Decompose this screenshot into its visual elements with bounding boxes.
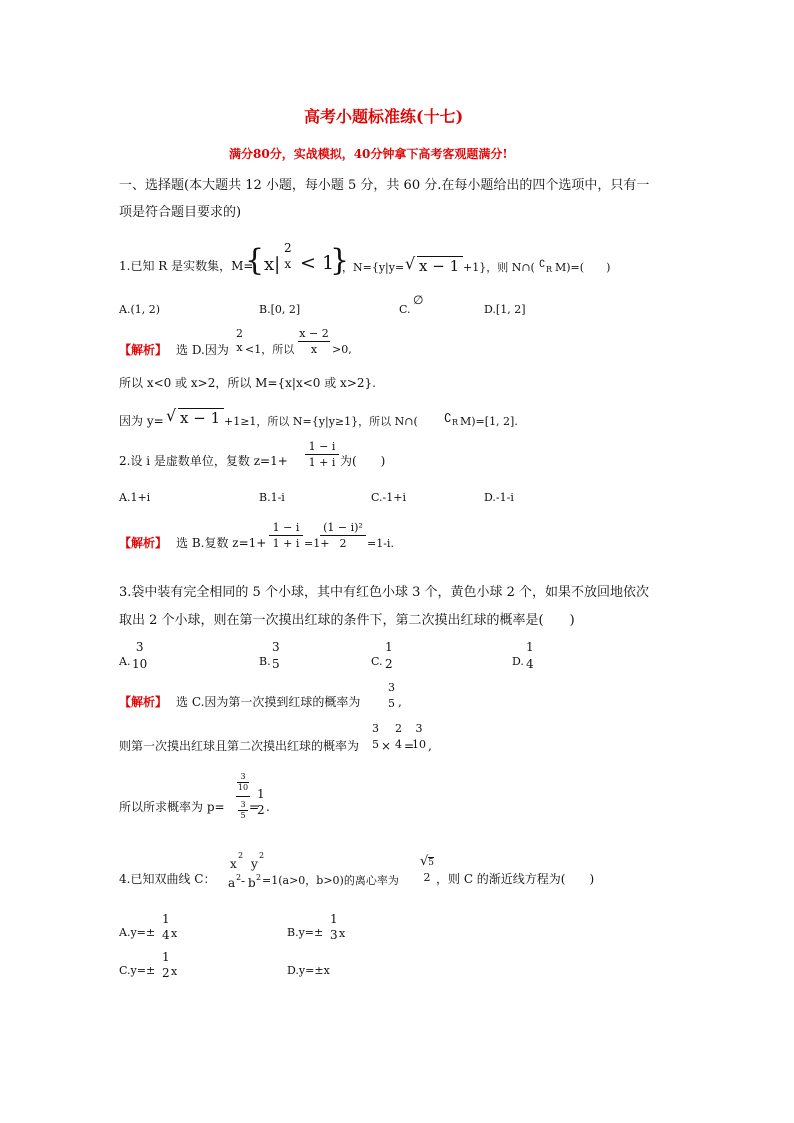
- q1-option-d: D.[1, 2]: [484, 303, 526, 316]
- q3-analysis-l2-f1: [372, 723, 379, 750]
- q1-fraction: [284, 242, 292, 270]
- q4-prefix: 4.已知双曲线 C：: [119, 872, 216, 886]
- q3-a-l3-den: 2: [257, 803, 265, 817]
- q2-analysis-choose: 选 B.复数 z=1+: [176, 536, 267, 550]
- q4-ecc-num: 5: [428, 858, 435, 868]
- q2-analysis-end: =1-i.: [367, 537, 394, 550]
- fraction-bar: [320, 535, 366, 536]
- q1-analysis-line3-mid: +1≥1，所以 N={y|y≥1}，所以 N∩(: [224, 415, 418, 428]
- q4-option-a-label: A.y=±: [119, 926, 156, 939]
- q3-analysis-l2-f2: [395, 723, 402, 750]
- q1-analysis-choose: 选 D.因为: [176, 343, 229, 357]
- q3-a-l3-top-num: 3: [240, 772, 246, 781]
- q4-option-d-label: D.y=±x: [287, 964, 330, 977]
- q3-a-l1-num: 3: [388, 681, 395, 694]
- q3-option-d-label: D.: [512, 655, 524, 668]
- empty-set-icon: ∅: [413, 293, 424, 307]
- q1-analysis-frac1: [236, 328, 243, 353]
- q3-b-den: 5: [272, 657, 280, 671]
- q1-frac-den: x: [284, 257, 292, 271]
- fraction-bar: [298, 341, 330, 342]
- q1-n-part: ，N={y|y=: [342, 261, 405, 274]
- q4-y-sq: 2: [259, 851, 265, 860]
- q2-suffix: 为( ): [340, 454, 386, 468]
- q3-c-den: 2: [385, 657, 393, 671]
- complement-icon: ∁: [444, 411, 452, 425]
- q4-eccentricity: [420, 855, 434, 883]
- q1-a-comp-sub: R: [452, 418, 459, 427]
- q4-a-den: 4: [162, 928, 170, 942]
- q4-a-num: 1: [162, 912, 170, 926]
- q4-minus: -: [241, 874, 246, 888]
- q1-analysis-line3-prefix: 因为 y=: [119, 414, 164, 428]
- q2-frac-den: 1 + i: [308, 456, 336, 469]
- q4-a-den: a: [228, 876, 236, 890]
- q4-c-den: 2: [162, 966, 170, 980]
- q1-option-a: A.(1, 2): [119, 303, 161, 316]
- q4-option-b-tail: x: [339, 927, 346, 940]
- q3-a-l1-den: 5: [388, 697, 395, 710]
- q3-a-num: 3: [135, 640, 144, 654]
- q3-analysis-l3-eq: =: [249, 800, 260, 814]
- complement-icon: ∁: [539, 259, 546, 270]
- q1-analysis-label: 【解析】: [119, 343, 168, 357]
- q2-analysis-label: 【解析】: [119, 536, 168, 550]
- q3-a-den: 10: [132, 657, 148, 671]
- q1-a-f1-num: 2: [236, 327, 243, 340]
- q3-option-a-frac: [132, 641, 147, 670]
- q4-suffix: ，则 C 的渐近线方程为( ): [436, 872, 595, 886]
- q3-analysis-l1-frac: [388, 682, 395, 709]
- q3-analysis-l3-end: .: [266, 800, 270, 814]
- q3-a-l3-bot-den: 5: [240, 811, 246, 820]
- q2-option-b: B.1-i: [259, 491, 285, 504]
- q1-a-sqrt-body: x − 1: [180, 409, 221, 427]
- q4-b-num: 1: [330, 912, 338, 926]
- q4-option-b-frac: [330, 913, 338, 941]
- q1-brace-close: }: [330, 243, 350, 278]
- q2-analysis-mid: =1+: [304, 537, 330, 550]
- q1-x-bar: x|: [264, 254, 281, 275]
- q2-analysis-frac2: [320, 522, 366, 549]
- q2-prefix: 2.设 i 是虚数单位，复数 z=1+: [119, 454, 288, 468]
- q3-d-den: 4: [526, 657, 534, 671]
- q3-a-l3-num: 1: [257, 787, 265, 801]
- q3-analysis-l2-times: ×: [381, 739, 392, 753]
- page-title: 高考小题标准练(十七): [304, 107, 464, 126]
- q1-analysis-lt1: <1，所以: [245, 343, 295, 356]
- q4-eq: =1(a>0，b>0)的离心率为: [262, 874, 399, 887]
- q3-option-c-label: C.: [371, 655, 383, 668]
- page-subtitle: 满分80分，实战模拟，40分钟拿下高考客观题满分!: [229, 147, 508, 161]
- section-header-line1: 一、选择题(本大题共 12 小题，每小题 5 分，共 60 分.在每小题给出的四个选项中，只有一: [119, 178, 650, 193]
- q1-complement-sub: R: [546, 265, 553, 274]
- q1-prefix: 1.已知 R 是实数集，M=: [119, 259, 254, 273]
- q1-analysis-line2: 所以 x<0 或 x>2，所以 M={x|x<0 或 x>2}.: [119, 376, 376, 390]
- q2-frac-num: 1 − i: [308, 440, 336, 453]
- q2-a-f1-num: 1 − i: [272, 521, 300, 534]
- q4-x-num: x: [230, 857, 237, 871]
- sqrt-sign-icon: √: [420, 854, 429, 869]
- q2-a-f2-den: 2: [339, 537, 347, 550]
- q2-a-f2-num: (1 − i)²: [323, 521, 363, 534]
- q2-option-d: D.-1-i: [484, 491, 514, 504]
- q4-x-sq: 2: [238, 851, 244, 860]
- q3-analysis-line1: 选 C.因为第一次摸到红球的概率为: [176, 695, 361, 709]
- sqrt-sign-icon: √: [166, 406, 177, 425]
- q3-analysis-line2: 则第一次摸出红球且第二次摸出红球的概率为: [119, 739, 360, 753]
- q4-b-den: b: [248, 876, 256, 890]
- q3-analysis-l1-end: ,: [398, 695, 402, 709]
- q2-option-c: C.-1+i: [371, 491, 406, 504]
- sqrt-sign-icon: √: [405, 254, 416, 273]
- q1-lt1: < 1: [300, 252, 335, 274]
- q4-option-a-frac: [162, 913, 170, 941]
- q3-option-b-label: B.: [259, 655, 271, 668]
- q1-a-f1-den: x: [236, 341, 243, 354]
- section-header-line2: 项是符合题目要求的): [119, 205, 242, 220]
- q1-sqrt-body: x − 1: [419, 257, 460, 275]
- q2-fraction: [305, 441, 339, 468]
- q3-analysis-l2-f3: [412, 723, 426, 750]
- q4-b-den: 3: [330, 928, 338, 942]
- q4-b-sq: 2: [256, 873, 262, 882]
- q1-tail: M)=( ): [555, 261, 611, 274]
- q3-option-c-frac: [385, 641, 393, 670]
- q3-b-num: 3: [272, 640, 280, 654]
- q4-option-b-label: B.y=±: [287, 926, 324, 939]
- q1-analysis-gt0: >0,: [332, 343, 352, 356]
- q4-a-sq: 2: [236, 873, 242, 882]
- q3-a-l3-bot-num: 3: [240, 800, 246, 809]
- q3-d-num: 1: [526, 640, 534, 654]
- q4-option-a-tail: x: [171, 927, 178, 940]
- q1-a-f2-num: x − 2: [299, 327, 329, 340]
- q4-ecc-den: 2: [423, 871, 431, 884]
- q4-option-c-tail: x: [171, 965, 178, 978]
- q1-option-b: B.[0, 2]: [259, 303, 301, 316]
- q4-y-num: y: [251, 857, 258, 871]
- q3-a-l2-d3: 10: [412, 738, 426, 751]
- q1-a-f2-den: x: [310, 343, 318, 356]
- q2-analysis-frac1: [269, 522, 303, 549]
- q1-brace-open: {: [245, 243, 265, 278]
- q3-analysis-label: 【解析】: [119, 695, 168, 709]
- q4-c-num: 1: [162, 950, 170, 964]
- q3-a-l3-top-den: 10: [237, 783, 249, 792]
- q3-option-d-frac: [526, 641, 534, 670]
- q3-a-l2-n3: 3: [415, 722, 423, 735]
- q3-a-l2-n1: 3: [372, 722, 379, 735]
- q3-line1: 3.袋中装有完全相同的 5 个小球，其中有红色小球 3 个，黄色小球 2 个，如果不放回地依次: [119, 585, 650, 600]
- q3-line2: 取出 2 个小球，则在第一次摸出红球的条件下，第二次摸出红球的概率是( ): [119, 613, 575, 628]
- q3-analysis-complex-frac: [236, 773, 250, 820]
- q2-a-f1-den: 1 + i: [272, 537, 300, 550]
- q3-analysis-l2-end: ,: [428, 739, 432, 753]
- q4-option-c-label: C.y=±: [119, 964, 156, 977]
- fraction-bar: [269, 535, 303, 536]
- q3-a-l2-d1: 5: [372, 738, 379, 751]
- q1-option-c: C.: [399, 303, 411, 316]
- fraction-bar: [305, 454, 339, 455]
- q3-analysis-l3-frac: [257, 788, 265, 816]
- q3-a-l2-d2: 4: [395, 738, 402, 751]
- q1-frac-num: 2: [284, 241, 292, 255]
- q3-option-b-frac: [272, 641, 280, 670]
- q3-option-a-label: A.: [119, 655, 131, 668]
- fraction-bar: [236, 796, 250, 797]
- q1-n-end: +1}，则 N∩(: [463, 261, 535, 274]
- q3-analysis-line3: 所以所求概率为 p=: [119, 800, 225, 814]
- q3-c-num: 1: [385, 640, 393, 654]
- q1-analysis-line3-end: M)=[1, 2].: [460, 415, 518, 428]
- q2-option-a: A.1+i: [119, 491, 151, 504]
- q1-analysis-frac2: [298, 328, 330, 355]
- q3-a-l2-n2: 2: [395, 722, 402, 735]
- q4-option-c-frac: [162, 951, 170, 979]
- q3-analysis-l2-eq: =: [404, 739, 415, 753]
- q4-ecc-num-wrap: [420, 855, 434, 868]
